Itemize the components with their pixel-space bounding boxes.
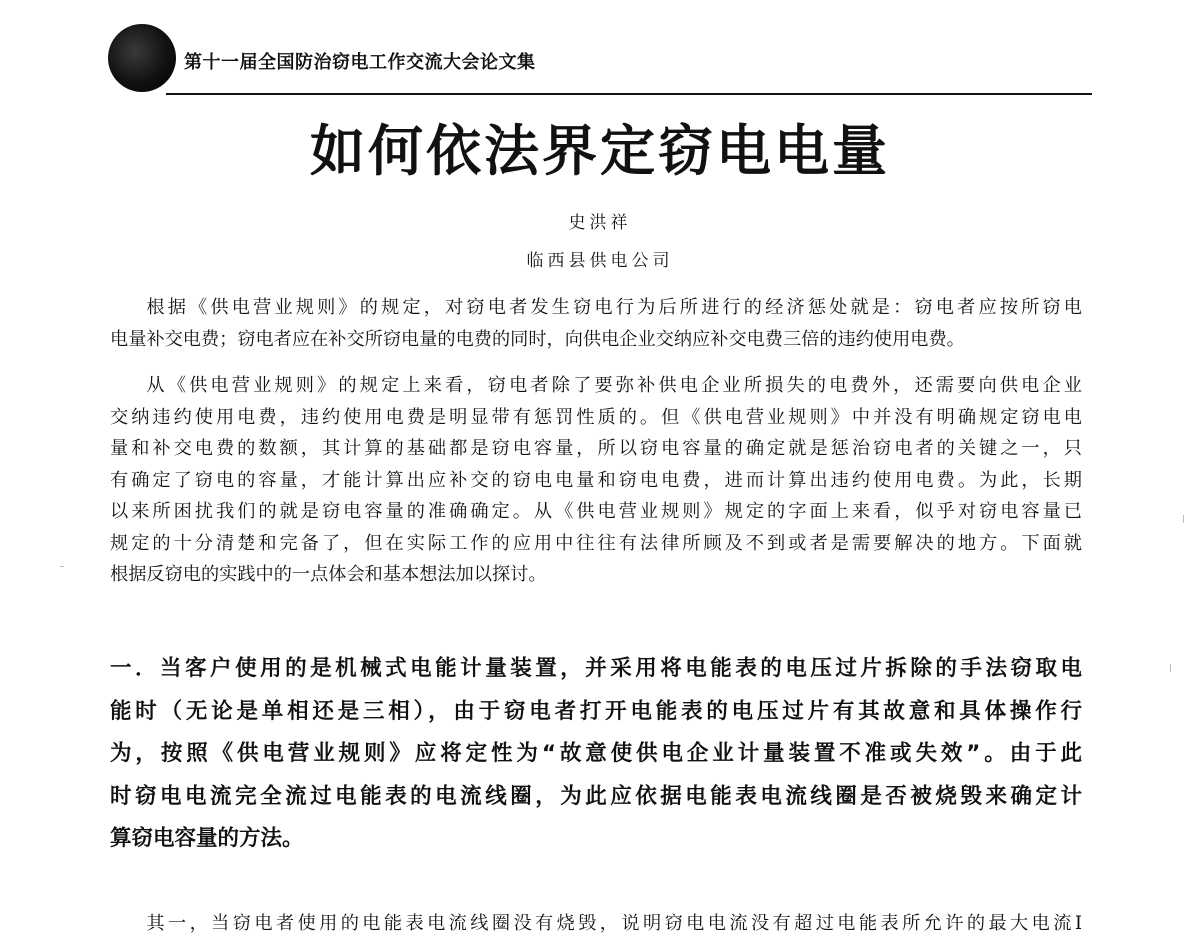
paragraph-line: 量和补交电费的数额，其计算的基础都是窃电容量，所以窃电容量的确定就是惩治窃电者的关键之一，只 <box>110 438 1082 459</box>
conference-logo <box>108 24 176 92</box>
author-affiliation: 临西县供电公司 <box>526 251 674 271</box>
heading-line: 一．当客户使用的是机械式电能计量装置，并采用将电能表的电压过片拆除的手法窃取电 <box>110 656 1082 681</box>
paragraph-line: 交纳违约使用电费，违约使用电费是明显带有惩罚性质的。但《供电营业规则》中并没有明确规定窃电电 <box>110 406 1082 428</box>
running-header <box>108 20 1092 98</box>
heading-line: 时窃电电流完全流过电能表的电流线圈，为此应依据电能表电流线圈是否被烧毁来确定计 <box>110 783 1082 809</box>
heading-line: 算窃电容量的方法。 <box>110 826 304 851</box>
scan-speck <box>1170 664 1171 672</box>
paragraph-line: 根据《供电营业规则》的规定，对窃电者发生窃电行为后所进行的经济惩处就是：窃电者应按所窃电 <box>146 297 1082 318</box>
scan-speck <box>60 566 64 567</box>
heading-line: 为，按照《供电营业规则》应将定性为“故意使供电企业计量装置不准或失效”。由于此 <box>110 741 1082 766</box>
paragraph-line: 电量补交电费；窃电者应在补交所窃电量的电费的同时，向供电企业交纳应补交电费三倍的违约使用电费。 <box>110 328 965 350</box>
paragraph-line: 有确定了窃电的容量，才能计算出应补交的窃电电量和窃电电费，进而计算出违约使用电费。为此，长期 <box>110 469 1082 491</box>
paragraph-line: 其一，当窃电者使用的电能表电流线圈没有烧毁，说明窃电电流没有超过电能表所允许的最大电流I <box>146 913 1082 934</box>
header-rule <box>166 93 1092 95</box>
scan-speck <box>1183 515 1184 523</box>
paragraph-2 <box>110 370 1082 591</box>
heading-line: 能时（无论是单相还是三相），由于窃电者打开电能表的电压过片有其故意和具体操作行 <box>110 698 1082 724</box>
author-name: 史洪祥 <box>568 213 632 233</box>
paragraph-line: 以来所困扰我们的就是窃电容量的准确确定。从《供电营业规则》规定的字面上来看，似乎对窃电容量已 <box>110 501 1082 522</box>
proceedings-title: 第十一届全国防治窃电工作交流大会论文集 <box>184 52 536 73</box>
paragraph-line: 从《供电营业规则》的规定上来看，窃电者除了要弥补供电企业所损失的电费外，还需要向供电企业 <box>146 375 1082 396</box>
paragraph-line: 根据反窃电的实践中的一点体会和基本想法加以探讨。 <box>110 564 547 585</box>
paragraph-line: 规定的十分清楚和完备了，但在实际工作的应用中往往有法律所顾及不到或者是需要解决的地方。下面就 <box>110 532 1082 554</box>
paragraph-1 <box>110 292 1082 355</box>
article-title: 如何依法界定窃电电量 <box>309 119 890 183</box>
paragraph-3 <box>110 908 1082 940</box>
section-heading-1 <box>110 648 1082 861</box>
